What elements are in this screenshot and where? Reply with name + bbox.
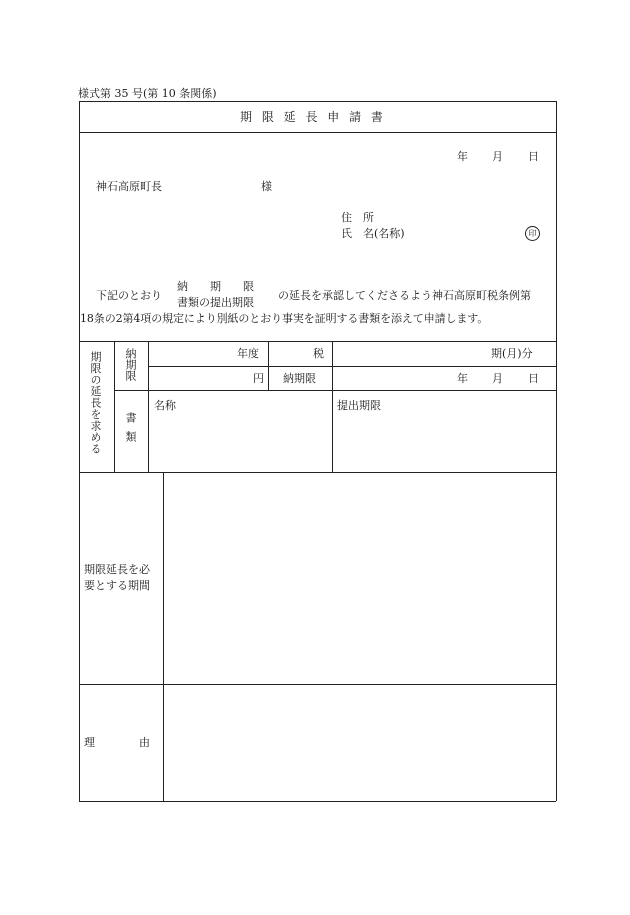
option-documents: 書類の提出期限: [177, 296, 254, 309]
payment-row-divider: [148, 366, 556, 367]
frame-top: [79, 101, 556, 102]
deadline-year: 年: [457, 372, 468, 385]
documents-deadline-label: 提出期限: [337, 399, 381, 412]
option-payment: 納 期 限: [177, 280, 254, 293]
deadline-day: 日: [528, 372, 539, 385]
period-required-label-2: 要とする期間: [84, 579, 150, 592]
frame-right: [556, 101, 557, 801]
date-month: 月: [492, 150, 503, 163]
body-divider: [79, 341, 556, 342]
tax-cell-right: [332, 341, 333, 472]
lower-label-divider: [163, 472, 164, 801]
section-label: 期限の延長を求める: [89, 351, 102, 455]
body-suffix: の延長を承認してくださるよう神石高原町税条例第: [278, 289, 531, 302]
fiscal-year-label: 年度: [237, 347, 259, 360]
form-number: 様式第 35 号(第 10 条関係): [78, 87, 217, 100]
frame-left: [79, 101, 80, 801]
addressee: 神石高原町長: [96, 180, 162, 193]
documents-label: 書類: [124, 412, 137, 450]
name-label: 氏 名(名称): [341, 227, 405, 240]
period-required-label-1: 期限延長を必: [84, 563, 150, 576]
section-label-divider: [114, 341, 115, 472]
yen-label: 円: [253, 372, 264, 385]
honorific: 様: [261, 180, 272, 193]
tax-label: 税: [313, 347, 324, 360]
frame-bottom: [79, 801, 556, 802]
body-line2: 18条の2第4項の規定により別紙のとおり事実を証明する書類を添えて申請します。: [80, 312, 489, 325]
date-day: 日: [528, 150, 539, 163]
form-title: 期 限 延 長 申 請 書: [240, 110, 386, 124]
documents-name-label: 名称: [154, 399, 176, 412]
address-label: 住 所: [341, 211, 374, 224]
tax-cell-left: [268, 341, 269, 391]
reason-label: 理 由: [84, 736, 150, 749]
seal-icon: 印: [525, 226, 540, 241]
section-bottom: [79, 472, 556, 473]
period-label: 期(月)分: [491, 347, 533, 360]
date-year: 年: [457, 150, 468, 163]
deadline-month: 月: [492, 372, 503, 385]
title-divider: [79, 132, 556, 133]
body-prefix: 下記のとおり: [96, 289, 162, 302]
deadline-label: 納期限: [283, 372, 316, 385]
period-bottom: [79, 684, 556, 685]
payment-bottom: [114, 390, 556, 391]
subsection-label-divider: [148, 341, 149, 472]
payment-label: 納期限: [124, 348, 137, 381]
